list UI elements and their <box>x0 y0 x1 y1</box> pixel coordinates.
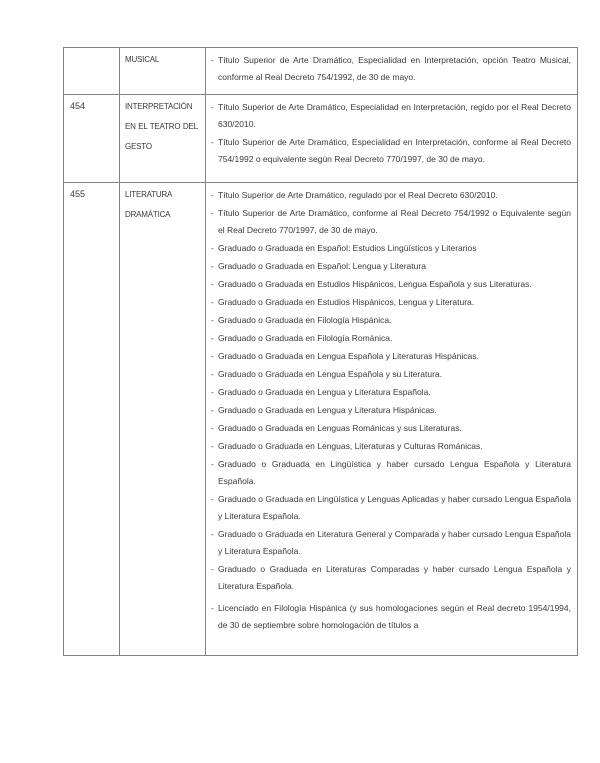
qualification-item <box>211 600 571 634</box>
row-qualifications-cell <box>206 183 577 655</box>
qualification-item <box>211 258 571 275</box>
qualification-item <box>211 420 571 437</box>
bullet-dash: - <box>211 279 214 289</box>
qualification-text: Graduado o Graduada en Estudios Hispánicos, Lengua y Literatura. <box>218 297 475 307</box>
qualification-item <box>211 330 571 347</box>
bullet-dash: - <box>211 102 214 112</box>
qualification-item <box>211 561 571 595</box>
qualification-item <box>211 240 571 257</box>
qualification-item <box>211 384 571 401</box>
bullet-dash: - <box>211 243 214 253</box>
bullet-dash: - <box>211 351 214 361</box>
qualification-item <box>211 187 571 204</box>
row-code-cell: 454 <box>70 101 86 111</box>
row-qualifications-cell <box>206 95 577 182</box>
bullet-dash: - <box>211 55 214 65</box>
bullet-dash: - <box>211 441 214 451</box>
bullet-dash: - <box>211 405 214 415</box>
qualification-text: Título Superior de Arte Dramático, Especialidad en Interpretación, regido por el Real Decreto 630/2010. <box>218 102 571 129</box>
bullet-dash: - <box>211 459 214 469</box>
bullet-dash: - <box>211 564 214 574</box>
qualification-text: Título Superior de Arte Dramático, regulado por el Real Decreto 630/2010. <box>218 190 498 200</box>
qualification-text: Título Superior de Arte Dramático, conforme al Real Decreto 754/1992 o Equivalente según el Real Decreto 770/1997, de 30 de mayo. <box>218 208 571 235</box>
table-row <box>64 182 577 655</box>
qualifications-table <box>63 47 578 656</box>
qualification-text: Graduado o Graduada en Lengua y Literatura Española. <box>218 387 431 397</box>
qualification-text: Título Superior de Arte Dramático, Especialidad en Interpretación, conforme al Real Decreto 754/1992 o equivalente según Real Decreto 770/1997, de 30 de mayo. <box>218 137 571 164</box>
qualification-item <box>211 294 571 311</box>
row-code-cell <box>64 48 119 94</box>
bullet-dash: - <box>211 261 214 271</box>
qualification-text: Graduado o Graduada en Español: Lengua y Literatura <box>218 261 426 271</box>
table-row <box>64 48 577 94</box>
qualification-text: Graduado o Graduada en Literatura General y Comparada y haber cursado Lengua Española y Literatura Española. <box>218 529 571 556</box>
qualification-item <box>211 312 571 329</box>
qualification-text: Graduado o Graduada en Lengua Española y su Literatura. <box>218 369 442 379</box>
bullet-dash: - <box>211 494 214 504</box>
qualification-item <box>211 402 571 419</box>
bullet-dash: - <box>211 529 214 539</box>
qualification-item <box>211 456 571 490</box>
qualification-item <box>211 438 571 455</box>
qualification-text: Licenciado en Filología Hispánica (y sus homologaciones según el Real decreto 1954/1994, de 30 de septiembre sobre homologación de títulos a <box>218 603 571 630</box>
qualification-text: Graduado o Graduada en Lengua Española y Literaturas Hispánicas. <box>218 351 479 361</box>
row-subject-cell: INTERPRETACIÓN EN EL TEATRO DEL GESTO <box>119 95 206 182</box>
qualification-text: Graduado o Graduada en Lengua y Literatura Hispánicas. <box>218 405 437 415</box>
qualification-text: Graduado o Graduada en Filología Románica. <box>218 333 393 343</box>
qualification-item <box>211 348 571 365</box>
bullet-dash: - <box>211 315 214 325</box>
qualification-text: Graduado o Graduada en Lingüística y Lenguas Aplicadas y haber cursado Lengua Española y Literatura Española. <box>218 494 571 521</box>
bullet-dash: - <box>211 423 214 433</box>
table-row <box>64 94 577 182</box>
row-code-cell: 455 <box>70 189 86 199</box>
qualification-item <box>211 134 571 168</box>
row-qualifications-cell <box>206 48 577 94</box>
qualification-item <box>211 52 571 86</box>
qualification-text: Título Superior de Arte Dramático, Especialidad en Interpretación, opción Teatro Musical, conforme al Real Decreto 754/1992, de 30 de mayo. <box>218 55 571 82</box>
bullet-dash: - <box>211 369 214 379</box>
bullet-dash: - <box>211 387 214 397</box>
qualification-text: Graduado o Graduada en Lenguas, Literaturas y Culturas Románicas. <box>218 441 483 451</box>
bullet-dash: - <box>211 208 214 218</box>
qualification-item <box>211 276 571 293</box>
row-subject-cell: MUSICAL <box>119 48 206 94</box>
qualification-item <box>211 366 571 383</box>
bullet-dash: - <box>211 190 214 200</box>
qualification-item <box>211 526 571 560</box>
qualification-text: Graduado o Graduada en Literaturas Comparadas y haber cursado Lengua Española y Literatura Española. <box>218 564 571 591</box>
qualification-text: Graduado o Graduada en Filología Hispánica. <box>218 315 392 325</box>
qualification-item <box>211 491 571 525</box>
qualification-item <box>211 205 571 239</box>
bullet-dash: - <box>211 297 214 307</box>
qualification-text: Graduado o Graduada en Lingüística y haber cursado Lengua Española y Literatura Española. <box>218 459 571 486</box>
bullet-dash: - <box>211 333 214 343</box>
qualification-text: Graduado o Graduada en Español: Estudios Lingüísticos y Literarios <box>218 243 477 253</box>
qualification-text: Graduado o Graduada en Estudios Hispánicos, Lengua Española y sus Literaturas. <box>218 279 532 289</box>
qualification-text: Graduado o Graduada en Lenguas Románicas y sus Literaturas. <box>218 423 462 433</box>
row-subject-cell: LITERATURA DRAMÁTICA <box>119 183 206 655</box>
qualification-item <box>211 99 571 133</box>
bullet-dash: - <box>211 137 214 147</box>
bullet-dash: - <box>211 603 214 613</box>
